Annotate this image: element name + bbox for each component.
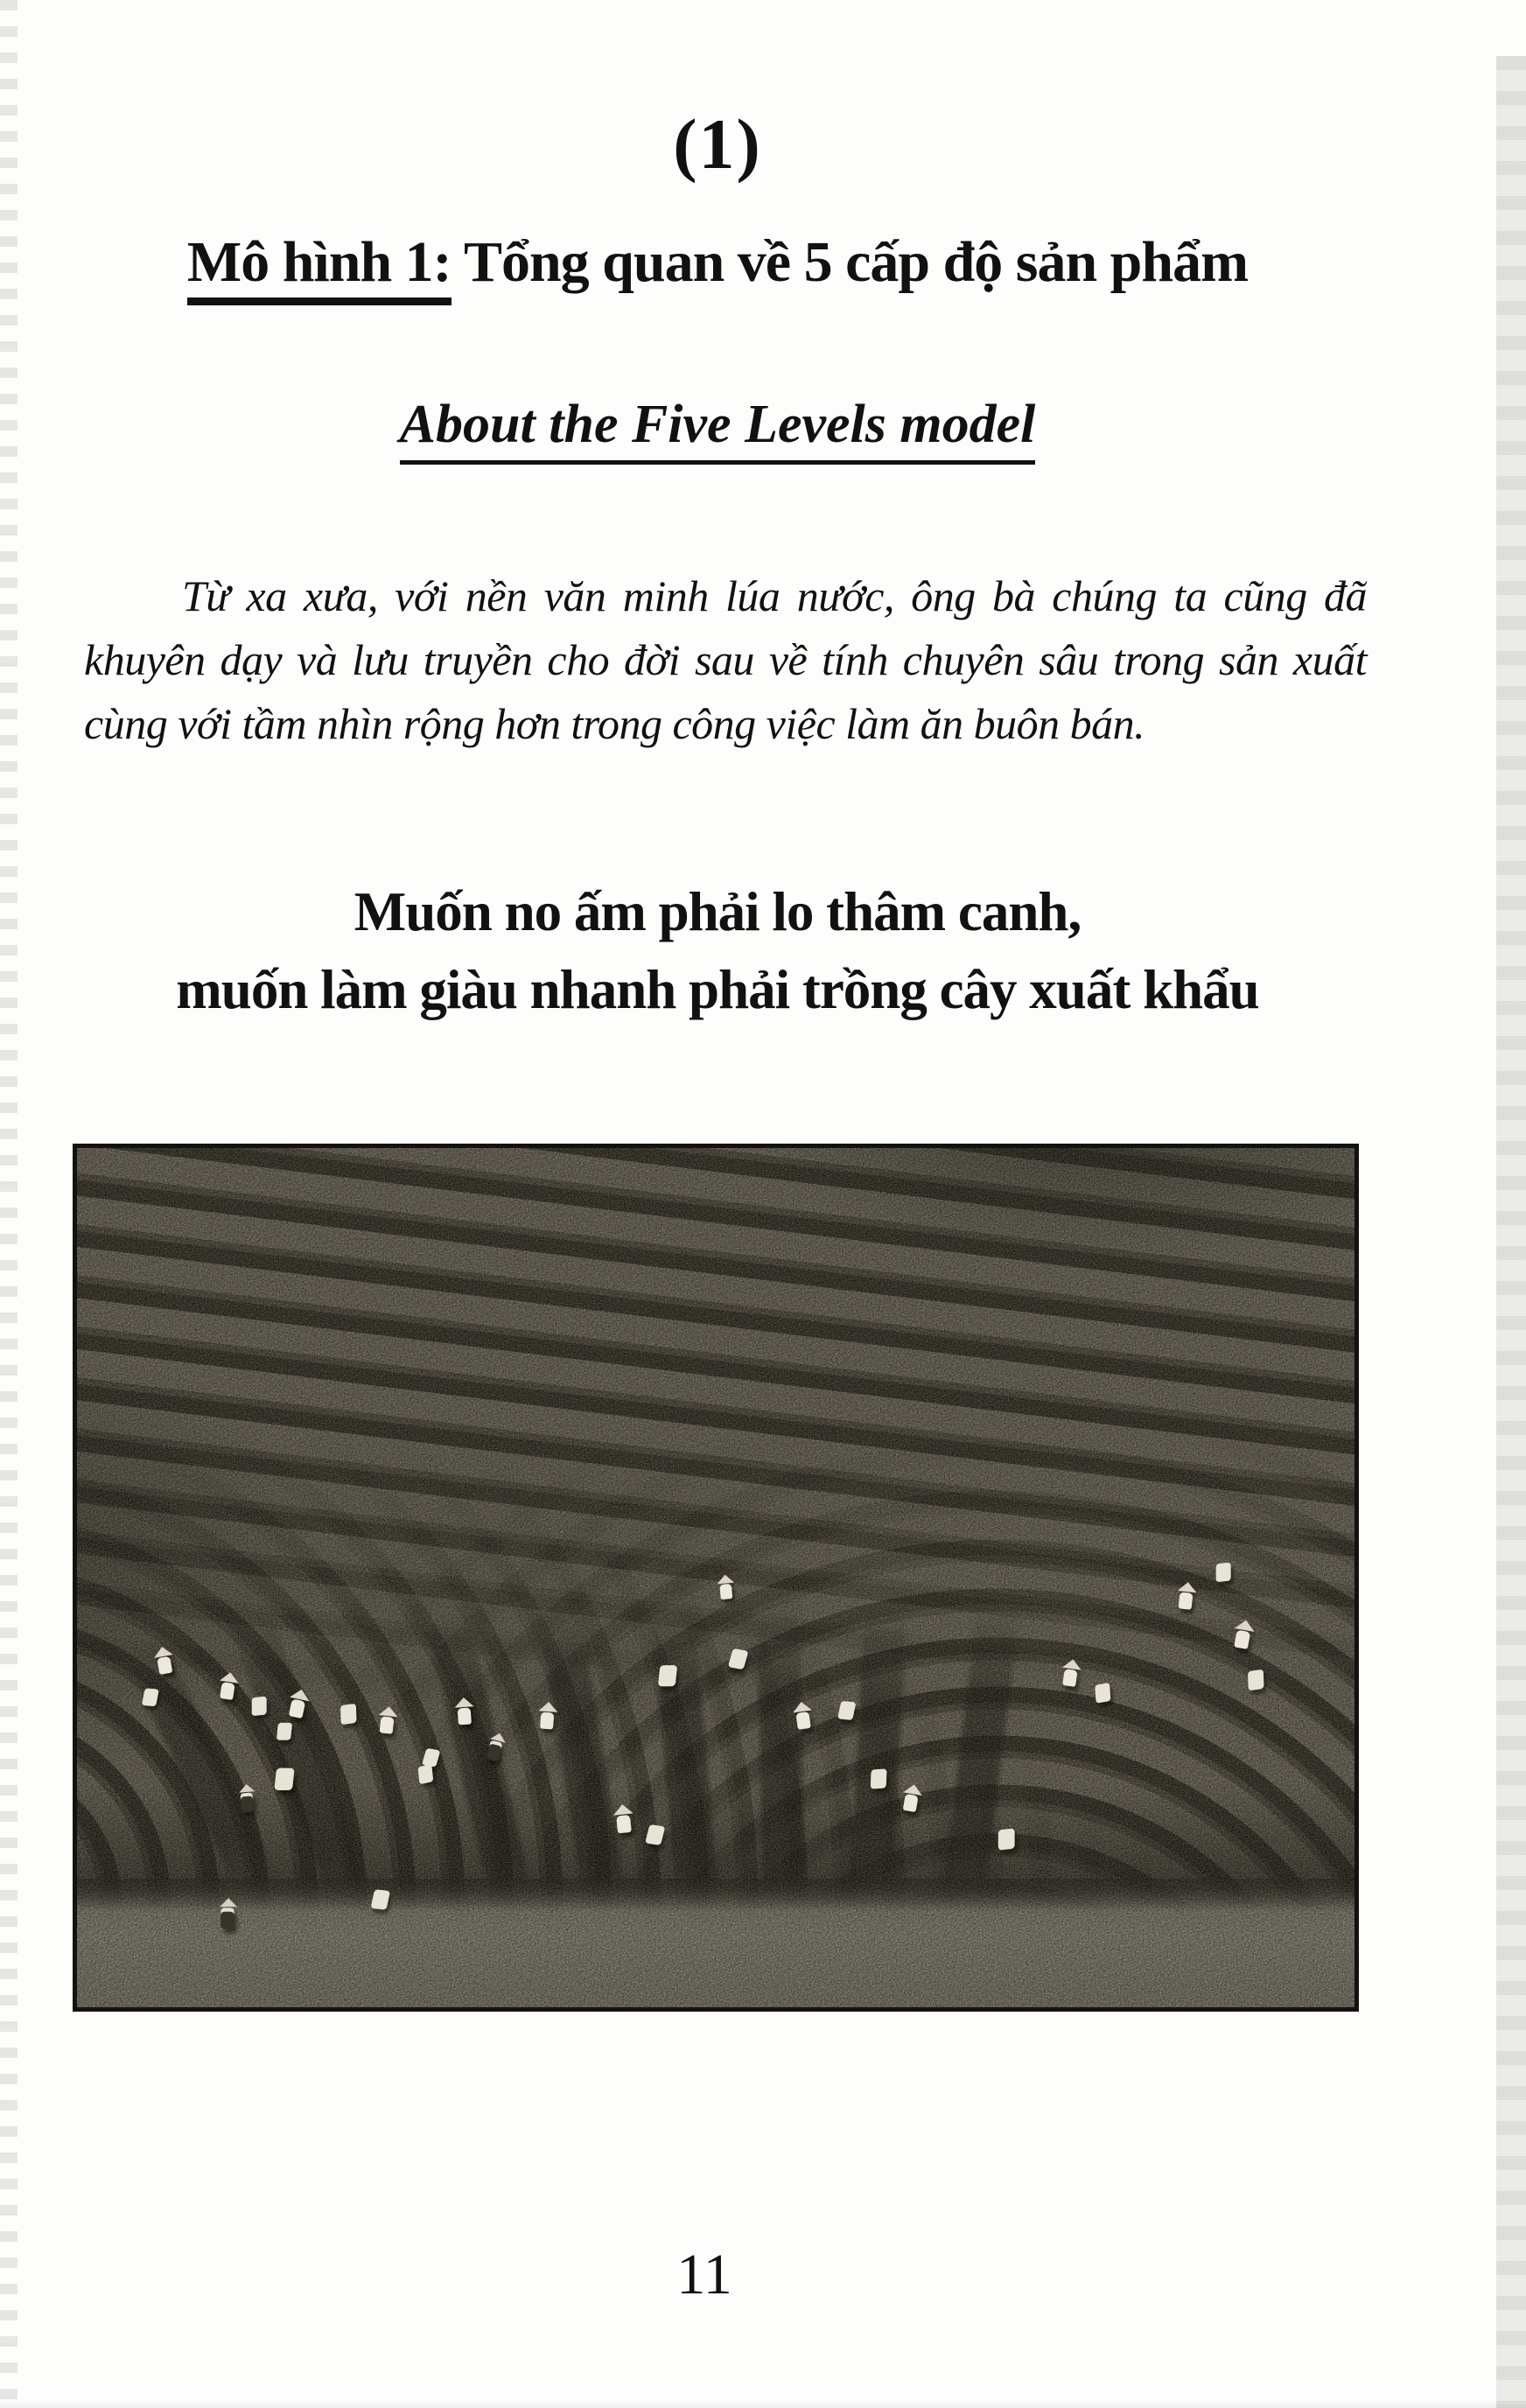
workers-layer: [77, 1148, 1354, 2007]
worker-figure: [1174, 1581, 1196, 1613]
worker-figure: [453, 1698, 474, 1728]
worker-figure: [141, 1682, 160, 1710]
worker-figure: [1059, 1658, 1082, 1690]
worker-figure: [536, 1702, 556, 1732]
heading-underlined-part: Mô hình 1:: [187, 230, 452, 305]
worker-figure: [836, 1693, 858, 1723]
chapter-number: (1): [673, 104, 762, 184]
page-heading: [0, 229, 1435, 296]
worker-figure: [899, 1782, 923, 1815]
worker-figure: [1091, 1676, 1114, 1706]
body-paragraph: Từ xa xưa, với nền văn minh lúa nước, ông bà chúng ta cũng đã khuyên dạy và lưu truyền cho đời sau về tính chuyên sâu trong sản xuất cùng với tầm nhìn rộng hơn trong công việc làm ăn buôn bán.: [84, 571, 1367, 748]
worker-figure: [868, 1761, 889, 1792]
worker-figure: [369, 1882, 391, 1914]
worker-figure: [643, 1817, 667, 1850]
worker-figure: [1244, 1662, 1268, 1695]
worker-figure: [657, 1658, 678, 1690]
worker-figure: [216, 1899, 237, 1931]
worker-figure: [375, 1705, 397, 1737]
worker-figure: [276, 1717, 293, 1744]
worker-figure: [995, 1821, 1018, 1854]
proverb: [0, 873, 1435, 1029]
subtitle: [0, 394, 1435, 456]
worker-figure: [612, 1803, 635, 1837]
scan-edge-bottom: [0, 2399, 1526, 2408]
heading-rest-part: Tổng quan về 5 cấp độ sản phẩm: [451, 230, 1249, 294]
worker-figure: [726, 1641, 751, 1673]
worker-figure: [482, 1731, 508, 1764]
subtitle-text: About the Five Levels model: [400, 395, 1036, 465]
page-number: 11: [676, 2243, 732, 2306]
worker-figure: [790, 1701, 814, 1733]
worker-figure: [337, 1697, 360, 1729]
worker-figure: [215, 1671, 239, 1704]
scan-edge-right: [1496, 56, 1526, 2408]
proverb-line-1: Muốn no ấm phải lo thâm canh,: [354, 881, 1082, 942]
worker-figure: [274, 1760, 296, 1795]
proverb-line-2: muốn làm giàu nhanh phải trồng cây xuất khẩu: [176, 959, 1259, 1020]
worker-figure: [248, 1690, 270, 1719]
scan-edge-left: [0, 0, 18, 2408]
worker-figure: [235, 1783, 257, 1815]
field-photo: [73, 1144, 1359, 2012]
worker-figure: [151, 1645, 176, 1677]
worker-figure: [1230, 1619, 1256, 1653]
worker-figure: [1213, 1556, 1234, 1586]
worker-figure: [716, 1574, 735, 1602]
